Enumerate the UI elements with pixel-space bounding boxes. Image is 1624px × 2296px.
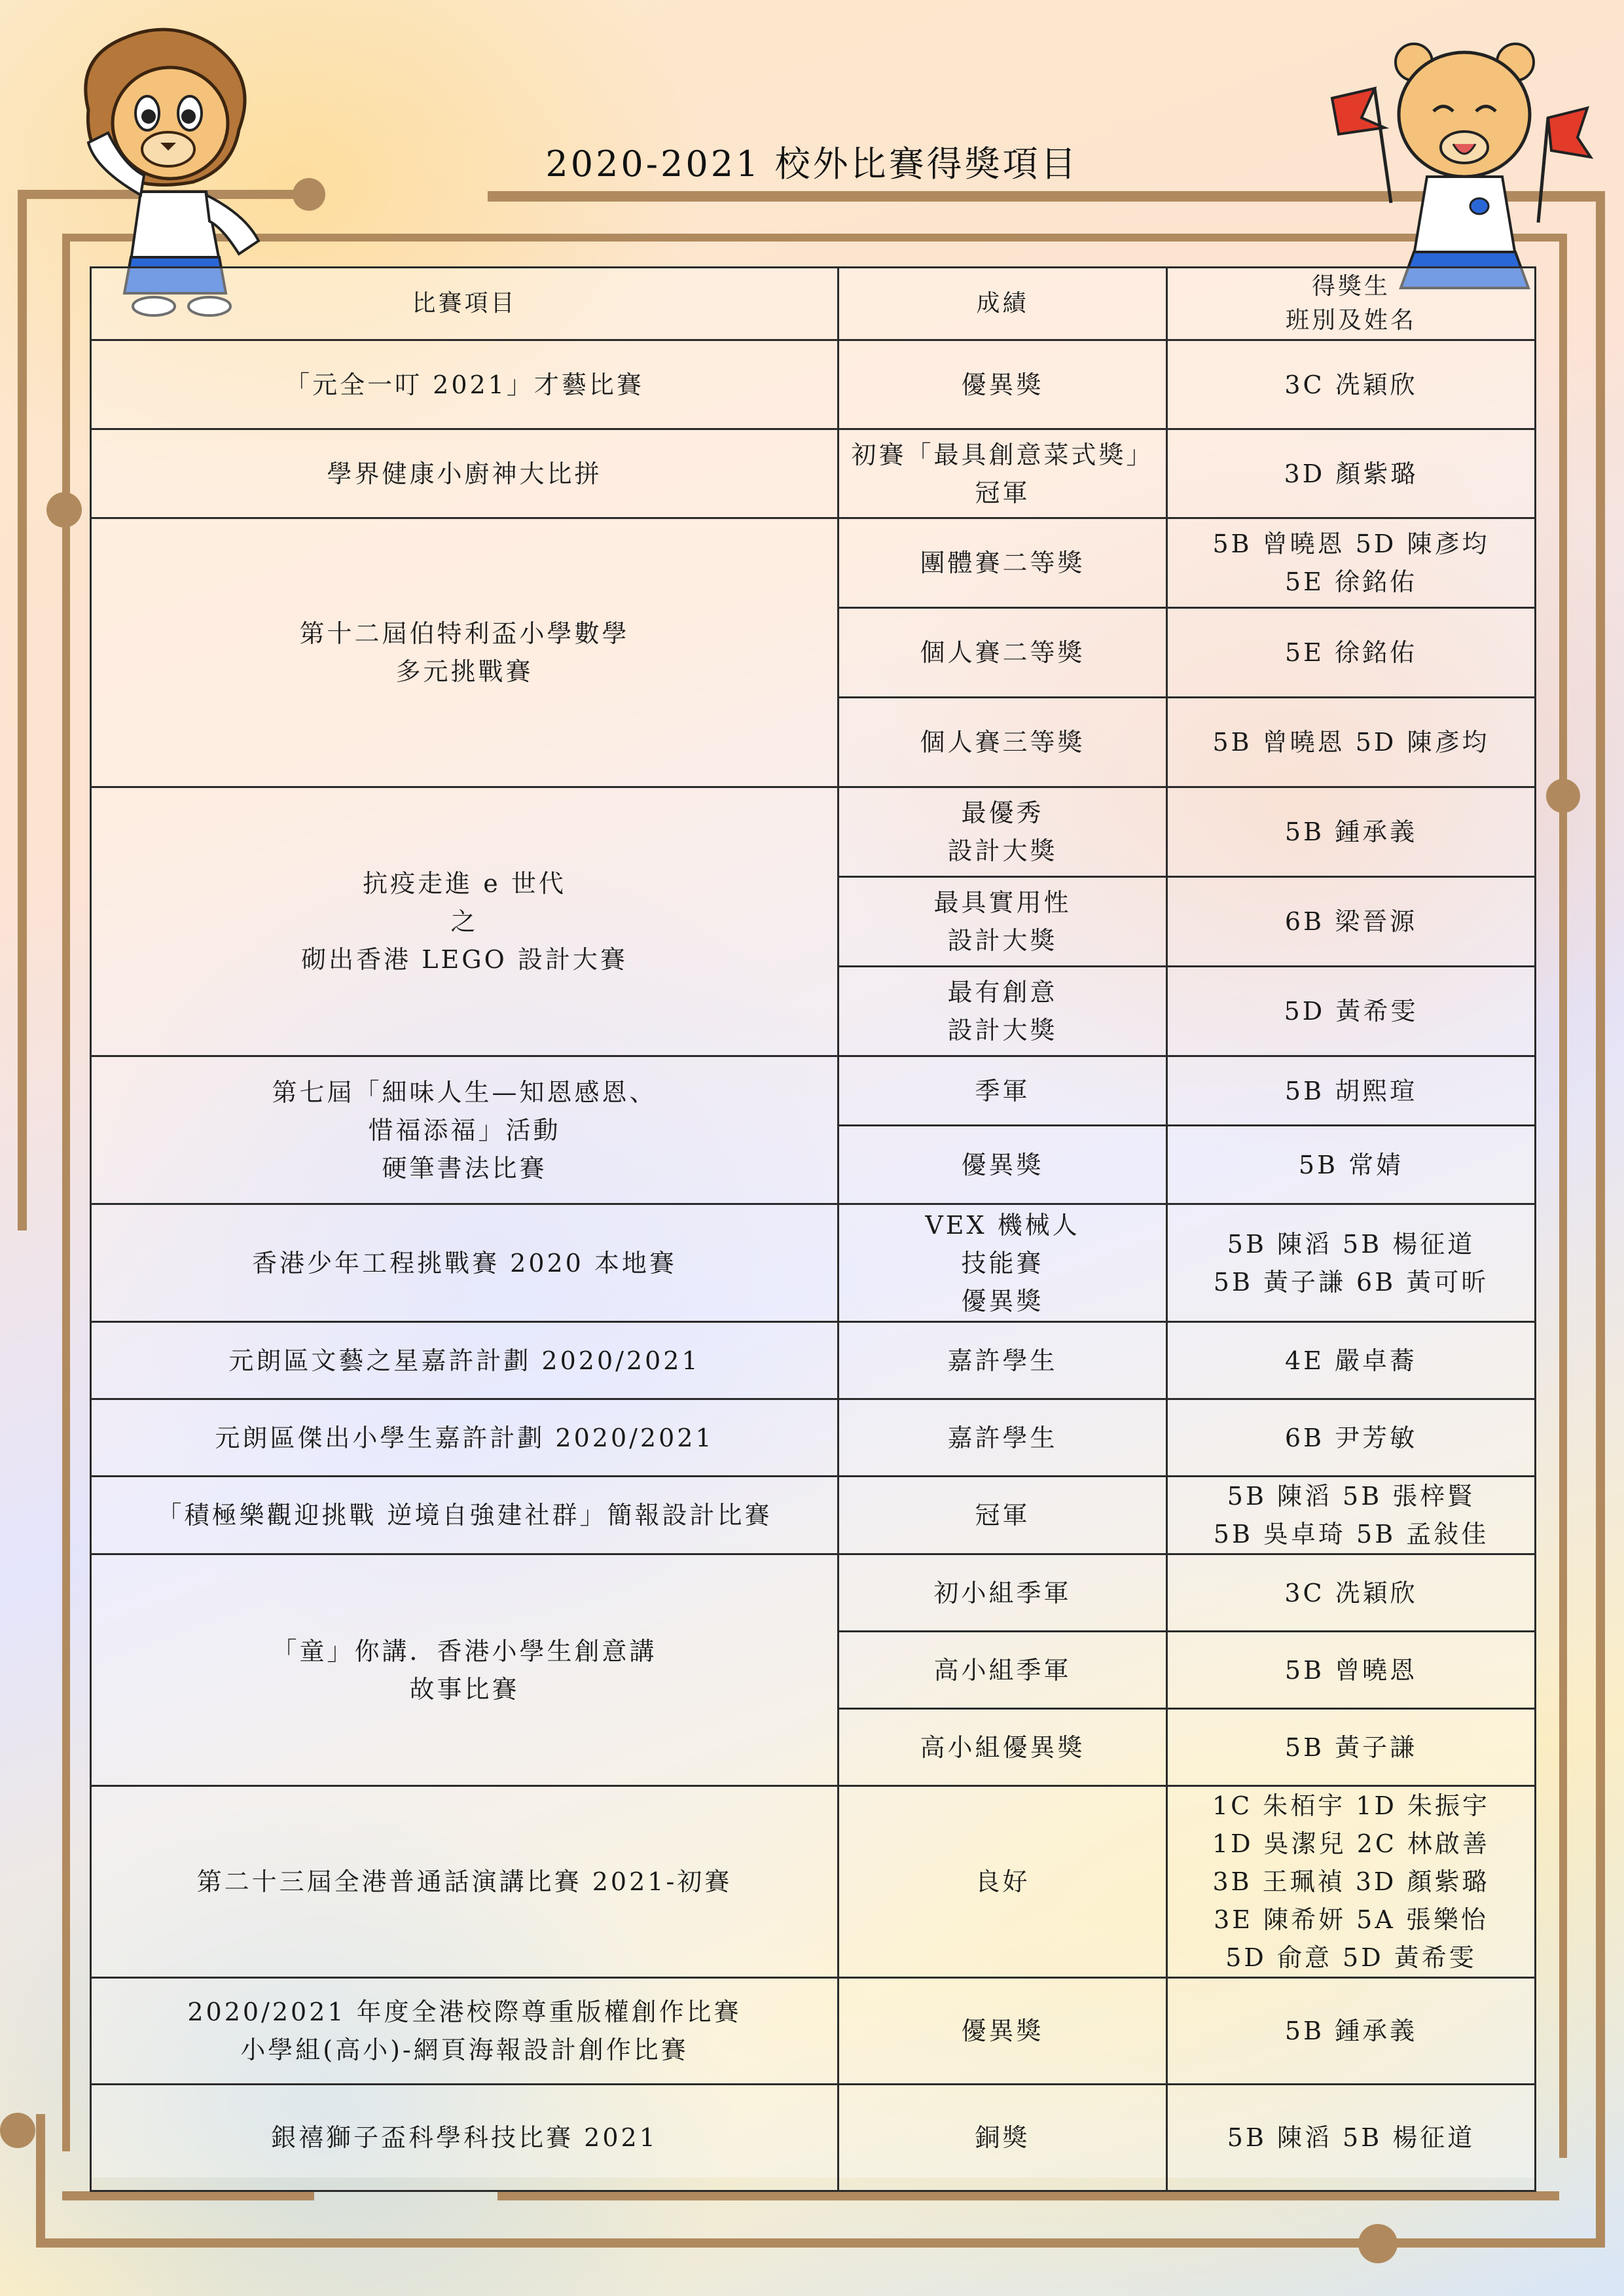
winner-cell: 5B 鍾承義 [1167, 787, 1536, 877]
winner-cell: 5B 曾曉恩 [1167, 1632, 1536, 1709]
winner-cell: 3C 冼穎欣 [1167, 340, 1536, 429]
frame-left-bar [18, 190, 27, 1230]
frame-dot [46, 492, 82, 528]
table-row [91, 787, 1536, 877]
winner-cell: 3D 顏紫璐 [1167, 429, 1536, 518]
winner-cell: 5B 陳滔 5B 楊征道 [1167, 2085, 1536, 2191]
result-cell: 個人賽三等獎 [839, 698, 1167, 787]
result-cell: 嘉許學生 [839, 1399, 1167, 1477]
result-cell: 團體賽二等獎 [839, 518, 1167, 608]
table-row [91, 1056, 1536, 1126]
event-cell: 第七屆「細味人生—知恩感恩、 惜福添福」活動 硬筆書法比賽 [91, 1056, 839, 1204]
result-cell: 初賽「最具創意菜式獎」 冠軍 [839, 429, 1167, 518]
result-cell: 最有創意 設計大獎 [839, 967, 1167, 1056]
header-event: 比賽項目 [91, 268, 839, 340]
result-cell: 高小組優異獎 [839, 1709, 1167, 1786]
awards-table [90, 266, 1536, 2192]
page-title: 2020-2021 校外比賽得獎項目 [545, 143, 1079, 185]
event-cell: 銀禧獅子盃科學科技比賽 2021 [91, 2085, 839, 2191]
result-cell: 最優秀 設計大獎 [839, 787, 1167, 877]
header-result: 成績 [839, 268, 1167, 340]
winner-cell: 5E 徐銘佑 [1167, 608, 1536, 698]
winner-cell: 5B 鍾承義 [1167, 1978, 1536, 2085]
table-row [91, 2085, 1536, 2191]
event-cell: 元朗區文藝之星嘉許計劃 2020/2021 [91, 1322, 839, 1399]
winner-cell: 1C 朱栢宇 1D 朱振宇 1D 吳潔兒 2C 林啟善 3B 王珮禎 3D 顏紫璐 3E 陳希妍 5A 張樂怡 5D 俞意 5D 黃希雯 [1167, 1786, 1536, 1978]
table-row [91, 1554, 1536, 1632]
table-row [91, 1978, 1536, 2085]
result-cell: 優異獎 [839, 1126, 1167, 1204]
winner-cell: 6B 尹芳敏 [1167, 1399, 1536, 1477]
result-cell: 個人賽二等獎 [839, 608, 1167, 698]
table-row [91, 1786, 1536, 1978]
table-row [91, 1322, 1536, 1399]
event-cell: 2020/2021 年度全港校際尊重版權創作比賽 小學組(高小)-網頁海報設計創作比賽 [91, 1978, 839, 2085]
result-cell: 冠軍 [839, 1477, 1167, 1554]
frame-right-bar [1559, 234, 1567, 2158]
event-cell: 元朗區傑出小學生嘉許計劃 2020/2021 [91, 1399, 839, 1477]
result-cell: 良好 [839, 1786, 1167, 1978]
frame-bottom-bar [497, 2191, 1559, 2200]
result-cell: 最具實用性 設計大獎 [839, 877, 1167, 967]
event-cell: 第十二屆伯特利盃小學數學 多元挑戰賽 [91, 518, 839, 787]
winner-cell: 5B 常婧 [1167, 1126, 1536, 1204]
frame-dot [1546, 779, 1580, 813]
header-winner: 得獎生 班別及姓名 [1167, 268, 1536, 340]
winner-cell: 4E 嚴卓蕎 [1167, 1322, 1536, 1399]
winner-cell: 5B 陳滔 5B 楊征道 5B 黃子謙 6B 黃可昕 [1167, 1204, 1536, 1322]
winner-cell: 5B 曾曉恩 5D 陳彥均 5E 徐銘佑 [1167, 518, 1536, 608]
winner-cell: 6B 梁晉源 [1167, 877, 1536, 967]
frame-dot [0, 2113, 35, 2148]
winner-cell: 5B 曾曉恩 5D 陳彥均 [1167, 698, 1536, 787]
result-cell: 優異獎 [839, 1978, 1167, 2085]
frame-left-bottom-bar [36, 2114, 45, 2245]
result-cell: VEX 機械人 技能賽 優異獎 [839, 1204, 1167, 1322]
result-cell: 銅獎 [839, 2085, 1167, 2191]
winner-cell: 5B 黃子謙 [1167, 1709, 1536, 1786]
table-row [91, 340, 1536, 429]
winner-cell: 3C 冼穎欣 [1167, 1554, 1536, 1632]
event-cell: 「元全一叮 2021」才藝比賽 [91, 340, 839, 429]
result-cell: 初小組季軍 [839, 1554, 1167, 1632]
event-cell: 學界健康小廚神大比拼 [91, 429, 839, 518]
winner-cell: 5B 陳滔 5B 張梓賢 5B 吳卓琦 5B 孟敍佳 [1167, 1477, 1536, 1554]
table-row [91, 518, 1536, 608]
frame-bottom-bar-left [62, 2191, 314, 2200]
table-row [91, 429, 1536, 518]
result-cell: 季軍 [839, 1056, 1167, 1126]
event-cell: 「童」你講．香港小學生創意講 故事比賽 [91, 1554, 839, 1786]
table-header-row [91, 268, 1536, 340]
bear-mascot-icon [1329, 26, 1597, 308]
table-row [91, 1204, 1536, 1322]
table-row [91, 1477, 1536, 1554]
event-cell: 「積極樂觀迎挑戰 逆境自強建社群」簡報設計比賽 [91, 1477, 839, 1554]
winner-cell: 5B 胡熙瑄 [1167, 1056, 1536, 1126]
result-cell: 嘉許學生 [839, 1322, 1167, 1399]
frame-dot [1358, 2224, 1398, 2263]
event-cell: 第二十三屆全港普通話演講比賽 2021-初賽 [91, 1786, 839, 1978]
table-row [91, 1399, 1536, 1477]
result-cell: 高小組季軍 [839, 1632, 1167, 1709]
event-cell: 抗疫走進 e 世代 之 砌出香港 LEGO 設計大賽 [91, 787, 839, 1056]
event-cell: 香港少年工程挑戰賽 2020 本地賽 [91, 1204, 839, 1322]
frame-right-bar-outer [1596, 191, 1605, 2246]
awards-table-container [90, 266, 1534, 2178]
result-cell: 優異獎 [839, 340, 1167, 429]
winner-cell: 5D 黃希雯 [1167, 967, 1536, 1056]
